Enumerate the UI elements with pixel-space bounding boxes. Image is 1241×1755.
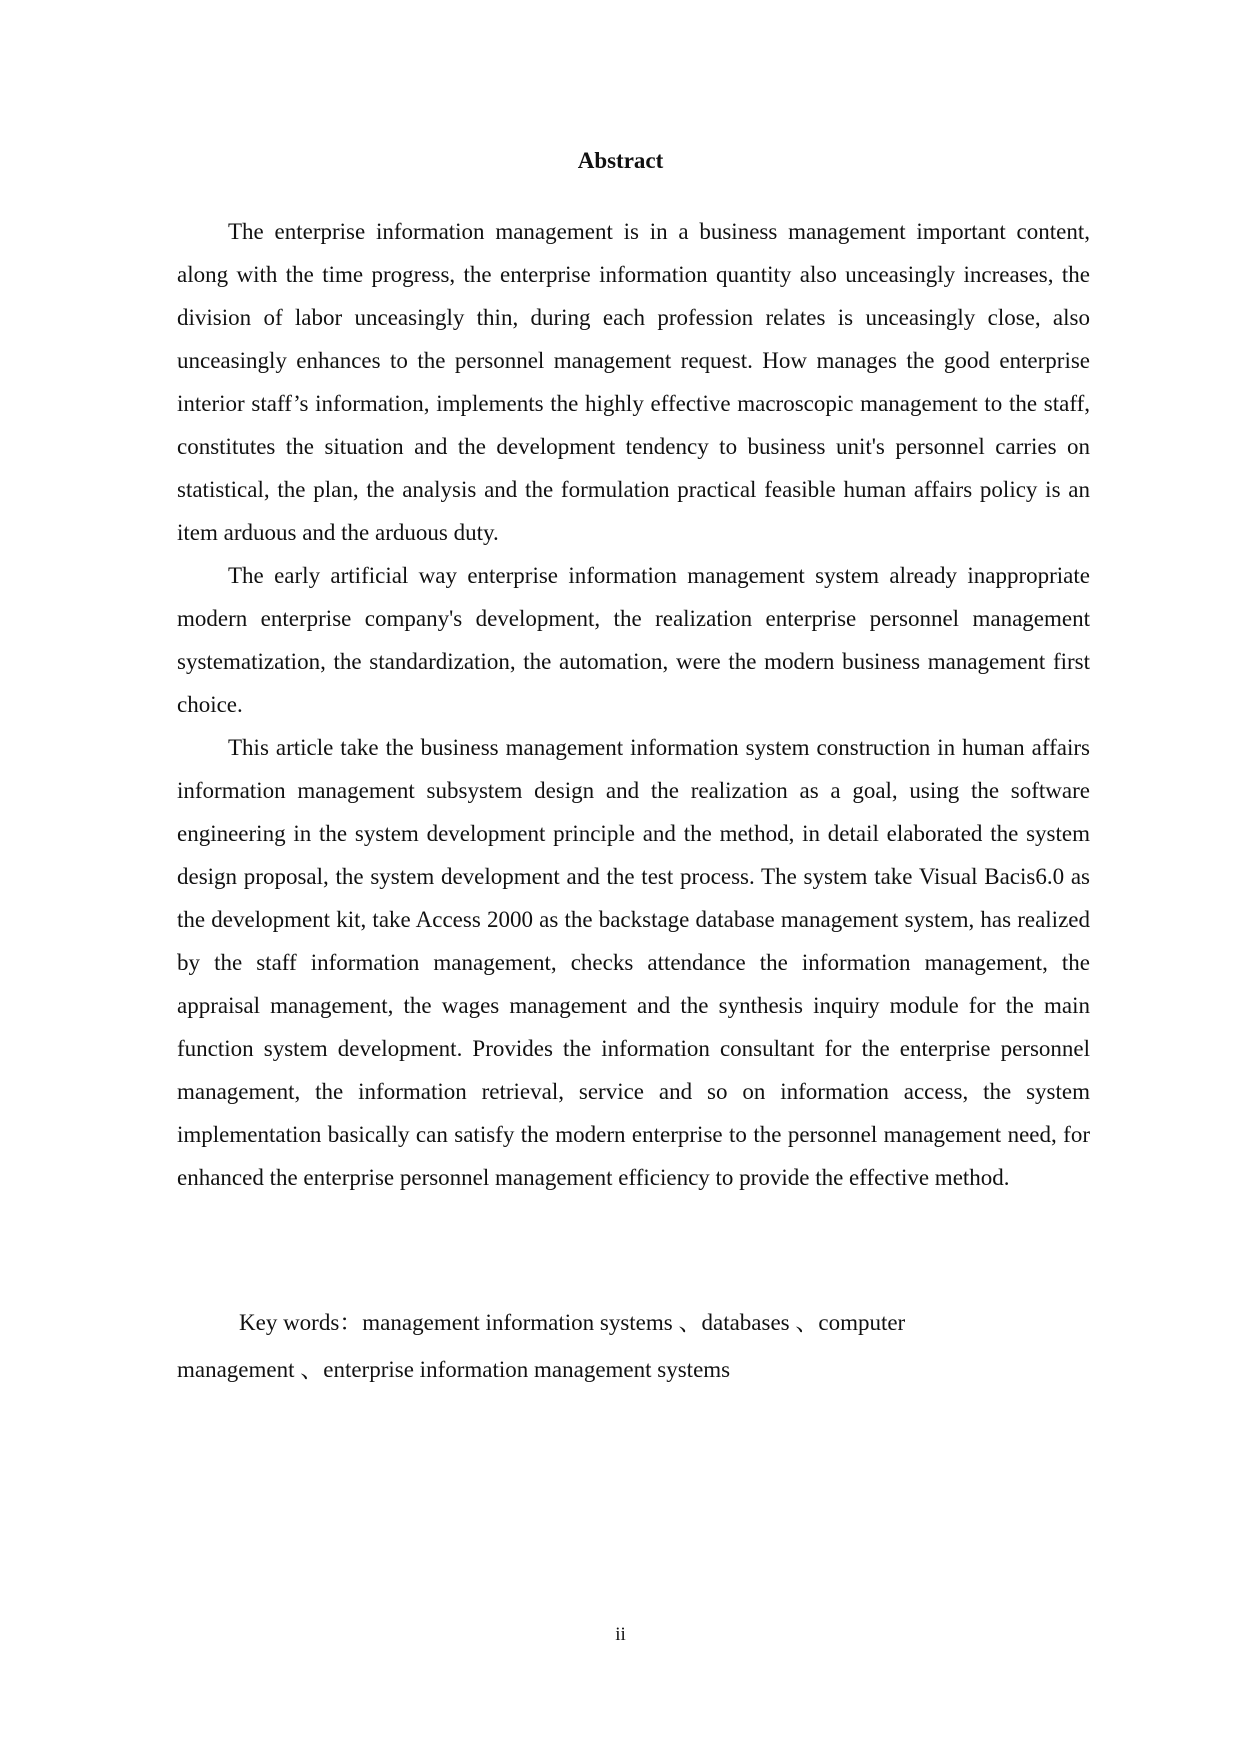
keywords-list-part-1: management information systems 、databases 、computer (362, 1310, 906, 1335)
keywords-line-1 (177, 1299, 1090, 1346)
page-number: ii (615, 1624, 626, 1645)
abstract-paragraph-3: This article take the business management information system construction in human affairs information management subsystem design and the realization as a goal, using the software engineering in the system development principle and the method, in detail elaborated the system design proposal, the system development and the test process. The system take Visual Bacis6.0 as the development kit, take Access 2000 as the backstage database management system, has realized by the staff information management, checks attendance the information management, the appraisal management, the wages management and the synthesis inquiry module for the main function system development. Provides the information consultant for the enterprise personnel management, the information retrieval, service and so on information access, the system implementation basically can satisfy the modern enterprise to the personnel management need, for enhanced the enterprise personnel management efficiency to provide the effective method. (177, 735, 1090, 1190)
abstract-paragraph-2: The early artificial way enterprise information management system already inappropriate modern enterprise company's development, the realization enterprise personnel management systematization, the standardization, the automation, were the modern business management first choice. (177, 563, 1090, 717)
abstract-title: Abstract (577, 148, 664, 173)
abstract-paragraph-1: The enterprise information management is in a business management important content, along with the time progress, the enterprise information quantity also unceasingly increases, the division of labor unceasingly thin, during each profession relates is unceasingly close, also unceasingly enhances to the personnel management request. How manages the good enterprise interior staff’s information, implements the highly effective macroscopic management to the staff, constitutes the situation and the development tendency to business unit's personnel carries on statistical, the plan, the analysis and the formulation practical feasible human affairs policy is an item arduous and the arduous duty. (177, 219, 1090, 545)
keywords-label: Key words： (239, 1310, 363, 1335)
keywords-line-2: management 、enterprise information management systems (177, 1357, 731, 1382)
keywords-block (177, 1299, 1090, 1393)
abstract-body (177, 210, 1090, 1199)
